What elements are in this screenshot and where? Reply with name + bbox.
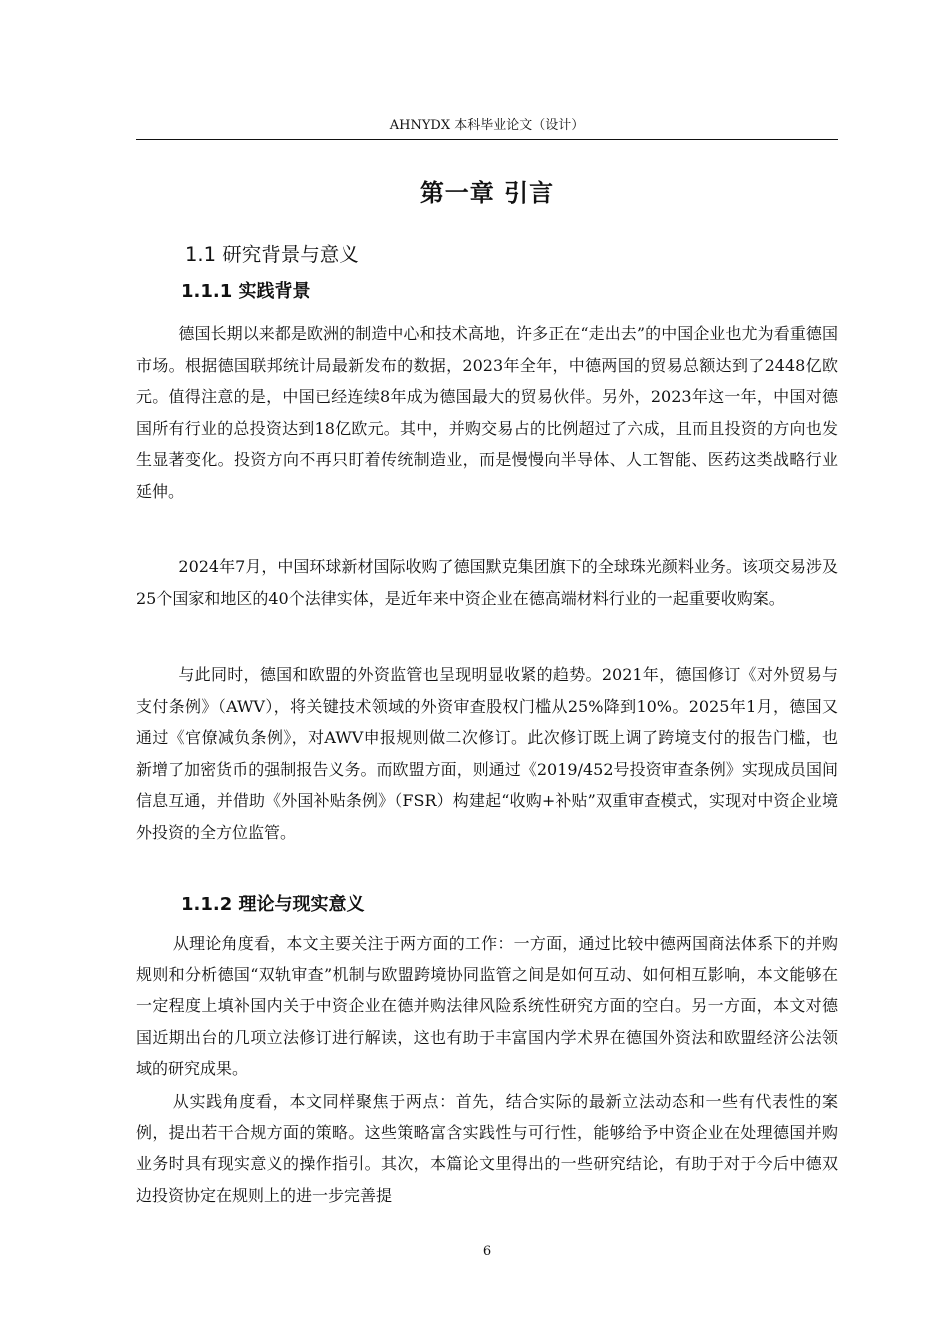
paragraph-practice-background-3: 与此同时，德国和欧盟的外资监管也呈现明显收紧的趋势。2021年，德国修订《对外贸易与支付条例》（AWV），将关键技术领域的外资审查股权门槛从25%降到10%。2025年1月，德国又通过《官僚减负条例》，对AWV申报规则做二次修订。此次修订既上调了跨境支付的报告门槛，也新增了加密货币的强制报告义务。而欧盟方面，则通过《2019/452号投资审查条例》实现成员国间信息互通，并借助《外国补贴条例》（FSR）构建起“收购+补贴”双重审查模式，实现对中资企业境外投资的全方位监管。 <box>136 665 838 842</box>
page-number: 6 <box>482 1244 492 1259</box>
section-heading-1-1: 1.1 研究背景与意义 <box>185 243 359 266</box>
paragraph-significance-practice: 从实践角度看，本文同样聚焦于两点：首先，结合实际的最新立法动态和一些有代表性的案例，提出若干合规方面的策略。这些策略富含实践性与可行性，能够给予中资企业在处理德国并购业务时具有现实意义的操作指引。其次，本篇论文里得出的一些研究结论，有助于对于今后中德双边投资协定在规则上的进一步完善提 <box>136 1092 838 1205</box>
section-heading-1-1-2: 1.1.2 理论与现实意义 <box>181 894 365 915</box>
paragraph-practice-background-2: 2024年7月，中国环球新材国际收购了德国默克集团旗下的全球珠光颜料业务。该项交易涉及25个国家和地区的40个法律实体，是近年来中资企业在德高端材料行业的一起重要收购案。 <box>136 557 838 608</box>
chapter-title: 第一章 引言 <box>419 179 555 207</box>
running-header: AHNYDX 本科毕业论文（设计） <box>389 118 585 133</box>
header-divider <box>136 139 838 140</box>
section-heading-1-1-1: 1.1.1 实践背景 <box>181 281 311 302</box>
paragraph-significance-theory: 从理论角度看，本文主要关注于两方面的工作：一方面，通过比较中德两国商法体系下的并购规则和分析德国“双轨审查”机制与欧盟跨境协同监管之间是如何互动、如何相互影响，本文能够在一定程度上填补国内关于中资企业在德并购法律风险系统性研究方面的空白。另一方面，本文对德国近期出台的几项立法修订进行解读，这也有助于丰富国内学术界在德国外资法和欧盟经济公法领域的研究成果。 <box>136 934 838 1078</box>
paragraph-practice-background-1: 德国长期以来都是欧洲的制造中心和技术高地，许多正在“走出去”的中国企业也尤为看重德国市场。根据德国联邦统计局最新发布的数据，2023年全年，中德两国的贸易总额达到了2448亿欧元。值得注意的是，中国已经连续8年成为德国最大的贸易伙伴。另外，2023年这一年，中国对德国所有行业的总投资达到18亿欧元。其中，并购交易占的比例超过了六成，且而且投资的方向也发生显著变化。投资方向不再只盯着传统制造业，而是慢慢向半导体、人工智能、医药这类战略行业延伸。 <box>136 324 838 501</box>
